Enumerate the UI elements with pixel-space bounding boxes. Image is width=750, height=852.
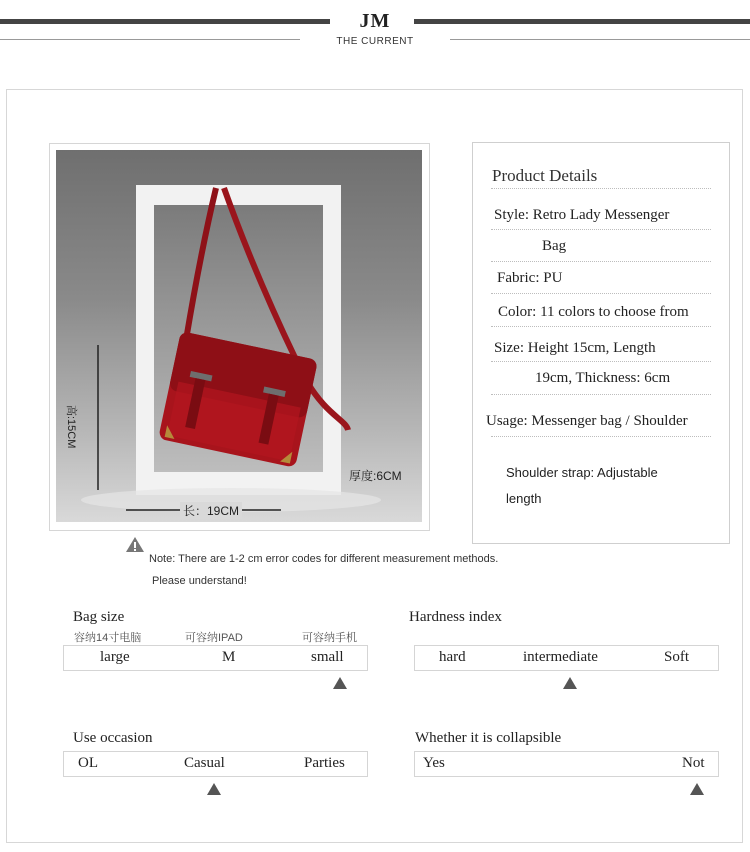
thickness-label: 厚度:6CM xyxy=(349,469,402,483)
occasion-title: Use occasion xyxy=(73,730,153,746)
collapsible-title: Whether it is collapsible xyxy=(415,730,562,746)
header-line-right xyxy=(450,39,750,40)
note-line-1: Note: There are 1-2 cm error codes for different measurement methods. xyxy=(149,553,499,565)
details-divider xyxy=(491,229,711,230)
details-divider xyxy=(491,436,711,437)
length-label: 长：19CM xyxy=(180,502,242,519)
header-bar-right xyxy=(414,19,750,24)
brand-subtitle: THE CURRENT xyxy=(336,36,414,47)
header-line-left xyxy=(0,39,300,40)
detail-color: Color: 11 colors to choose from xyxy=(498,304,689,320)
collapsible-scale xyxy=(414,751,719,777)
hardness-scale xyxy=(414,645,719,671)
bag-size-indicator xyxy=(333,677,347,689)
product-details-title: Product Details xyxy=(492,166,598,185)
bag-size-option-small: small xyxy=(311,649,344,665)
detail-style: Style: Retro Lady Messenger xyxy=(494,207,670,223)
detail-size-cont: 19cm, Thickness: 6cm xyxy=(535,370,671,386)
bag-size-sublabel: 可容纳手机 xyxy=(302,632,357,644)
bag-size-title: Bag size xyxy=(73,609,125,625)
details-divider xyxy=(491,394,711,395)
bag-size-option-large: large xyxy=(100,649,130,665)
detail-fabric: Fabric: PU xyxy=(497,270,563,286)
note-line-2: Please understand! xyxy=(152,575,247,587)
detail-strap-cont: length xyxy=(506,491,542,506)
details-divider xyxy=(491,188,711,189)
hardness-indicator xyxy=(563,677,577,689)
collapsible-option-yes: Yes xyxy=(423,755,445,771)
bag-size-option-m: M xyxy=(222,649,236,665)
bag-size-sublabel: 可容纳IPAD xyxy=(185,632,243,644)
height-label: 高:15CM xyxy=(65,405,77,449)
hardness-option-intermediate: intermediate xyxy=(523,649,598,665)
occasion-option-ol: OL xyxy=(78,755,98,771)
occasion-option-casual: Casual xyxy=(184,755,225,771)
hardness-title: Hardness index xyxy=(409,609,502,625)
bag-size-sublabel: 容纳14寸电脑 xyxy=(74,632,142,644)
header-bar-left xyxy=(0,19,330,24)
collapsible-option-not: Not xyxy=(682,755,705,771)
details-divider xyxy=(491,326,711,327)
detail-strap: Shoulder strap: Adjustable xyxy=(506,465,658,480)
collapsible-indicator xyxy=(690,783,704,795)
occasion-option-parties: Parties xyxy=(304,755,345,771)
hardness-option-hard: hard xyxy=(439,649,466,665)
bag-size-scale xyxy=(63,645,368,671)
occasion-indicator xyxy=(207,783,221,795)
brand-logo: JM xyxy=(359,10,391,32)
detail-usage: Usage: Messenger bag / Shoulder xyxy=(486,413,688,429)
details-divider xyxy=(491,261,711,262)
hardness-option-soft: Soft xyxy=(664,649,690,665)
detail-size: Size: Height 15cm, Length xyxy=(494,340,656,356)
occasion-scale xyxy=(63,751,368,777)
details-divider xyxy=(491,293,711,294)
warning-icon xyxy=(125,536,145,553)
detail-style-cont: Bag xyxy=(542,238,567,254)
details-divider xyxy=(491,361,711,362)
